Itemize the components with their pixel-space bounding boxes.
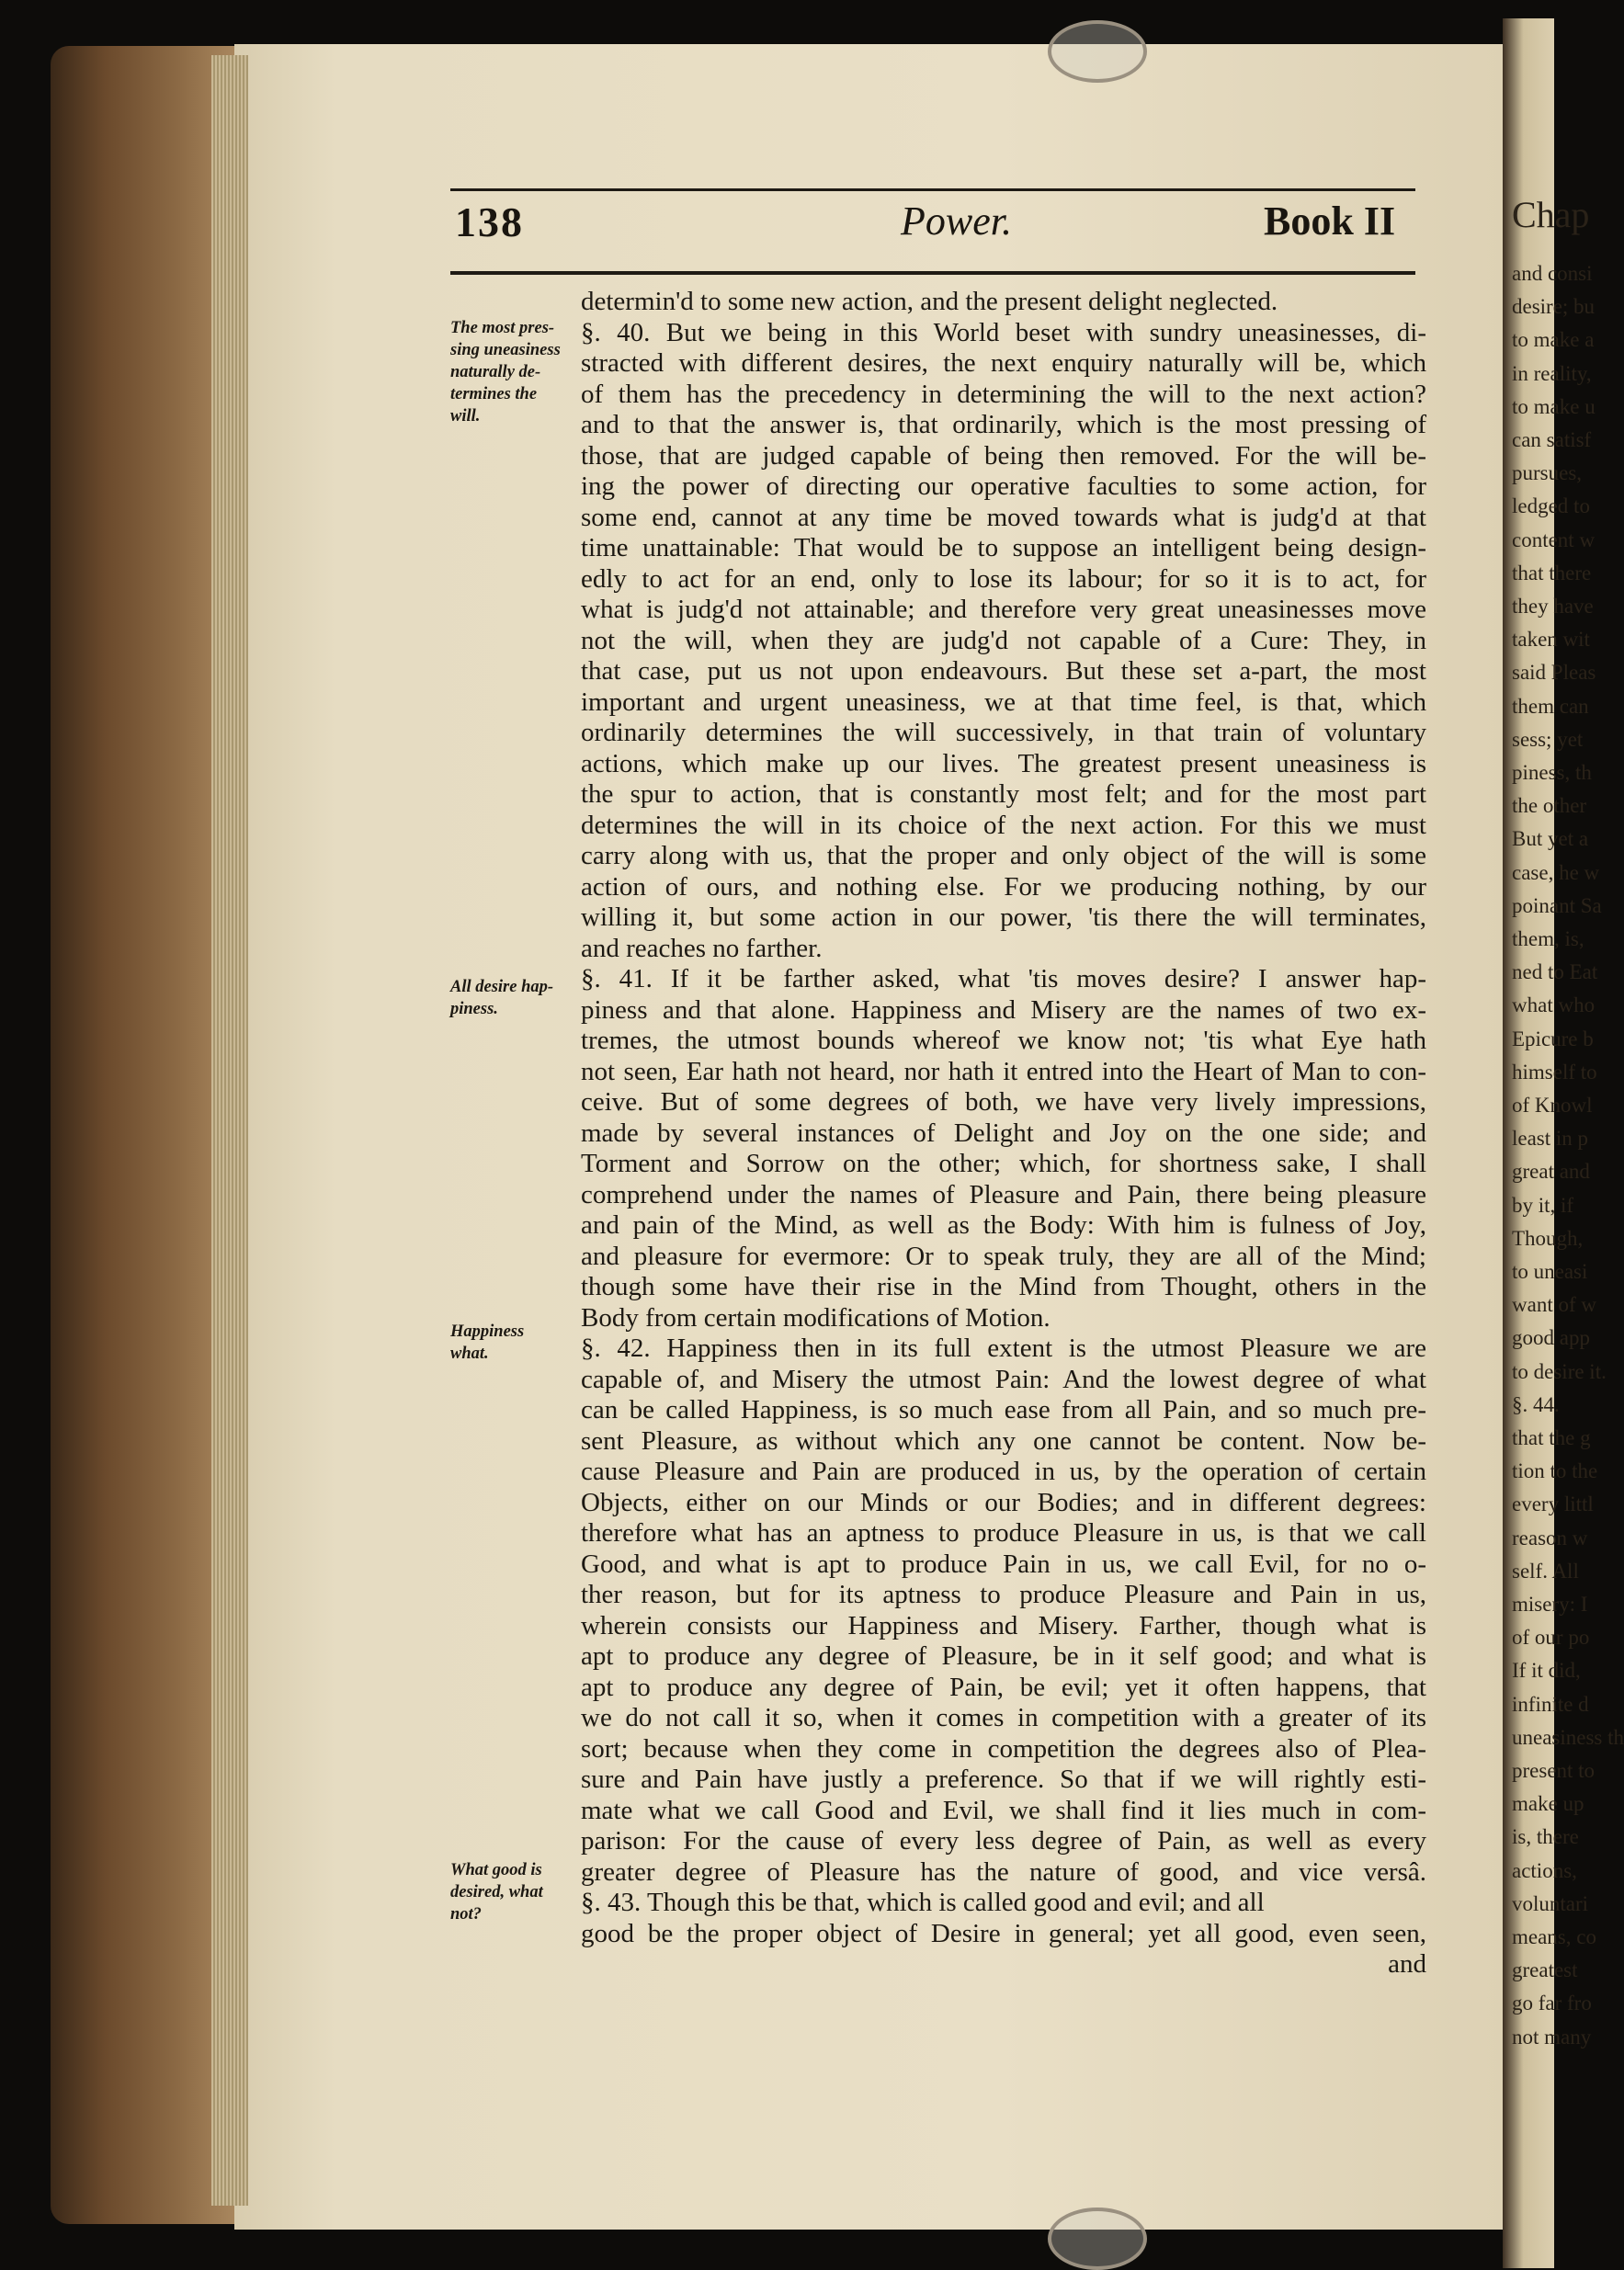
facing-page-fragment: that there xyxy=(1512,561,1592,585)
text-line: we do not call it so, when it comes in competition with a greater of its xyxy=(581,1703,1426,1732)
text-line: those, that are judged capable of being then removed. For the will be- xyxy=(581,440,1426,471)
text-line: can be called Happiness, is so much ease from all Pain, and so much pre- xyxy=(581,1395,1426,1424)
text-line: wherein consists our Happiness and Misery. Farther, though what is xyxy=(581,1610,1426,1640)
running-title: Power. xyxy=(901,199,1012,244)
page-number: 138 xyxy=(455,199,524,245)
text-line: Objects, either on our Minds or our Bodies; and in different degrees: xyxy=(581,1487,1426,1517)
facing-page-fragment: of our po xyxy=(1512,1626,1590,1650)
text-line: §. 43. Though this be that, which is called good and evil; and all xyxy=(581,1888,1265,1917)
facing-page-fragment: desire; bu xyxy=(1512,295,1596,319)
margin-note: The most pres- sing uneasiness naturally de- termines the will. xyxy=(450,319,561,426)
text-line: some end, cannot at any time be moved towards what is judg'd at that xyxy=(581,502,1426,532)
text-line: determines the will in its choice of the next action. For this we must xyxy=(581,810,1426,840)
facing-page-fragment: But yet a xyxy=(1512,827,1589,851)
text-line: and pain of the Mind, as well as the Body: With him is fulness of Joy, xyxy=(581,1210,1426,1240)
text-line: sent Pleasure, as without which any one cannot be content. Now be- xyxy=(581,1425,1426,1456)
facing-page-fragment: them, is, xyxy=(1512,927,1584,950)
text-line: mate what we call Good and Evil, we shall find it lies much in com- xyxy=(581,1795,1426,1825)
facing-page-fragment: the other xyxy=(1512,794,1587,818)
facing-page-fragment: Epicure b xyxy=(1512,1027,1594,1050)
facing-page-fragment: ned to Eat xyxy=(1512,960,1598,984)
facing-page-fragment: what who xyxy=(1512,993,1596,1017)
page-edges xyxy=(211,55,248,2206)
facing-page-fragment: taken wit xyxy=(1512,628,1590,652)
text-line: sort; because when they come in competition the degrees also of Plea- xyxy=(581,1733,1426,1764)
text-line: and to that the answer is, that ordinarily, which is the most pressing of xyxy=(581,410,1426,439)
facing-page-fragment: to desire it. xyxy=(1512,1359,1607,1383)
text-line: ceive. But of some degrees of both, we have very lively impressions, xyxy=(581,1087,1426,1117)
text-line: tremes, the utmost bounds whereof we know not; 'tis what Eye hath xyxy=(581,1026,1426,1055)
facing-page-fragment: said Pleas xyxy=(1512,661,1596,685)
margin-note: What good is desired, what not? xyxy=(450,1861,543,1924)
header-rule-bottom xyxy=(450,271,1415,275)
facing-page-fragment: every littl xyxy=(1512,1493,1594,1516)
facing-page-fragment: not many xyxy=(1512,2025,1592,2049)
facing-page-fragment: of Knowl xyxy=(1512,1094,1593,1117)
text-line: willing it, but some action in our power, 'tis there the will terminates, xyxy=(581,902,1426,932)
text-line: not seen, Ear hath not heard, nor hath it entred into the Heart of Man to con- xyxy=(581,1056,1426,1086)
text-line: sure and Pain have justly a preference. So that if we will rightly esti- xyxy=(581,1765,1426,1794)
facing-page-fragment: to uneasi xyxy=(1512,1260,1588,1283)
text-line: not the will, when they are judg'd not capable of a Cure: They, in xyxy=(581,625,1426,655)
text-line: piness and that alone. Happiness and Misery are the names of two ex- xyxy=(581,994,1426,1025)
text-line: action of ours, and nothing else. For we producing nothing, by our xyxy=(581,871,1426,902)
text-line: Good, and what is apt to produce Pain in us, we call Evil, for no o- xyxy=(581,1549,1426,1579)
text-line: edly to act for an end, only to lose its labour; for so it is to act, for xyxy=(581,563,1426,594)
body-text xyxy=(581,287,1426,1981)
text-line: made by several instances of Delight and Joy on the one side; and xyxy=(581,1118,1426,1148)
page-clip-bottom xyxy=(1048,2208,1147,2270)
facing-page-fragment: to make u xyxy=(1512,394,1596,418)
text-line: ordinarily determines the will successively, in that train of voluntary xyxy=(581,718,1426,747)
text-line: the spur to action, that is constantly most felt; and for the most part xyxy=(581,779,1426,809)
text-line: stracted with different desires, the next enquiry naturally will be, which xyxy=(581,348,1426,378)
text-line: actions, which make up our lives. The greatest present uneasiness is xyxy=(581,748,1426,778)
text-line: and xyxy=(1388,1949,1426,1979)
text-line: greater degree of Pleasure has the nature of good, and vice versâ. xyxy=(581,1856,1426,1887)
text-line: of them has the precedency in determining the will to the next action? xyxy=(581,379,1426,409)
facing-page-fragment: ledged to xyxy=(1512,494,1590,518)
book-label: Book II xyxy=(1264,199,1396,244)
text-line: comprehend under the names of Pleasure and Pain, there being pleasure xyxy=(581,1179,1426,1209)
facing-page-fragment: to make a xyxy=(1512,328,1595,352)
text-line: apt to produce any degree of Pain, be evil; yet it often happens, that xyxy=(581,1672,1426,1702)
facing-page-fragment: Though, xyxy=(1512,1226,1584,1250)
text-line: §. 42. Happiness then in its full extent is the utmost Pleasure we are xyxy=(581,1334,1426,1363)
facing-page-fragment: by it, if xyxy=(1512,1193,1574,1217)
facing-page-fragment: himself to xyxy=(1512,1060,1597,1084)
facing-page-fragment: that the g xyxy=(1512,1426,1591,1449)
facing-page-fragment: can satisf xyxy=(1512,428,1592,451)
facing-page-fragment: least in p xyxy=(1512,1127,1589,1151)
text-line: apt to produce any degree of Pleasure, be in it self good; and what is xyxy=(581,1641,1426,1671)
facing-page-fragment: is, there xyxy=(1512,1825,1579,1849)
header-rule-top xyxy=(450,188,1415,191)
text-line: capable of, and Misery the utmost Pain: And the lowest degree of what xyxy=(581,1364,1426,1394)
facing-page-fragment: uneasiness th xyxy=(1512,1725,1624,1749)
facing-page-fragment: they have xyxy=(1512,595,1594,618)
text-line: Torment and Sorrow on the other; which, for shortness sake, I shall xyxy=(581,1149,1426,1178)
margin-note: Happiness what. xyxy=(450,1322,525,1363)
text-line: Body from certain modifications of Motion. xyxy=(581,1302,1050,1333)
facing-page-fragment: misery: I xyxy=(1512,1593,1588,1616)
facing-page-fragment: sess; yet xyxy=(1512,727,1584,751)
facing-page-fragment: want of w xyxy=(1512,1293,1596,1317)
facing-page-fragment: actions, xyxy=(1512,1858,1577,1882)
facing-page-fragment: content w xyxy=(1512,528,1596,551)
book-spine xyxy=(51,46,234,2224)
facing-page-fragment: greatest xyxy=(1512,1958,1578,1982)
facing-page-fragment: pursues, xyxy=(1512,461,1583,485)
text-line: and pleasure for evermore: Or to speak truly, they are all of the Mind; xyxy=(581,1241,1426,1271)
text-line: though some have their rise in the Mind from Thought, others in the xyxy=(581,1272,1426,1301)
text-line: carry along with us, that the proper and only object of the will is some xyxy=(581,841,1426,870)
facing-page-fragment: piness, th xyxy=(1512,761,1592,784)
facing-page-fragment: go far fro xyxy=(1512,1992,1592,2015)
facing-page-fragment: great and xyxy=(1512,1160,1590,1184)
text-line: time unattainable: That would be to suppose an intelligent being design- xyxy=(581,533,1426,562)
text-line: §. 41. If it be farther asked, what 'tis moves desire? I answer hap- xyxy=(581,964,1426,993)
text-line: §. 40. But we being in this World beset with sundry uneasinesses, di- xyxy=(581,317,1426,347)
facing-page-fragment: and consi xyxy=(1512,262,1593,285)
facing-page-fragment: reason w xyxy=(1512,1526,1588,1549)
facing-page-fragment: them can xyxy=(1512,694,1589,718)
text-line: ing the power of directing our operative faculties to some action, for xyxy=(581,471,1426,501)
page-clip-top xyxy=(1048,20,1147,83)
text-line: therefore what has an aptness to produce Pleasure in us, is that we call xyxy=(581,1518,1426,1548)
facing-page-fragment: tion to the xyxy=(1512,1459,1598,1483)
text-line: what is judg'd not attainable; and therefore very great uneasinesses move xyxy=(581,595,1426,624)
text-line: important and urgent uneasiness, we at that time feel, is that, which xyxy=(581,687,1426,717)
facing-page-fragment: in reality, xyxy=(1512,361,1592,385)
facing-page-fragment: infinite d xyxy=(1512,1692,1589,1716)
facing-page-fragment: present to xyxy=(1512,1759,1596,1782)
text-line: that case, put us not upon endeavours. But these set a-part, the most xyxy=(581,656,1426,686)
facing-page-fragment: Chap xyxy=(1512,194,1590,235)
facing-page-fragment: self. All xyxy=(1512,1559,1579,1583)
text-line: parison: For the cause of every less degree of Pain, as well as every xyxy=(581,1826,1426,1856)
text-line: cause Pleasure and Pain are produced in us, by the operation of certain xyxy=(581,1457,1426,1486)
facing-page-fragment: voluntari xyxy=(1512,1891,1589,1915)
text-line: and reaches no farther. xyxy=(581,933,823,963)
text-line: good be the proper object of Desire in general; yet all good, even seen, xyxy=(581,1918,1426,1948)
facing-page-fragment: If it did, xyxy=(1512,1659,1581,1683)
text-line: ther reason, but for its aptness to produce Pleasure and Pain in us, xyxy=(581,1580,1426,1609)
text-line: determin'd to some new action, and the present delight neglected. xyxy=(581,287,1278,316)
facing-page xyxy=(1503,18,1624,2268)
facing-page-fragment: §. 44. xyxy=(1512,1392,1560,1416)
facing-page-fragment: poinant Sa xyxy=(1512,893,1602,917)
facing-page-fragment: good app xyxy=(1512,1326,1590,1350)
facing-page-fragment: means, co xyxy=(1512,1925,1596,1948)
margin-note: All desire hap- piness. xyxy=(450,978,554,1018)
facing-page-fragment: make up xyxy=(1512,1792,1584,1816)
facing-page-fragment: case, he w xyxy=(1512,860,1600,884)
